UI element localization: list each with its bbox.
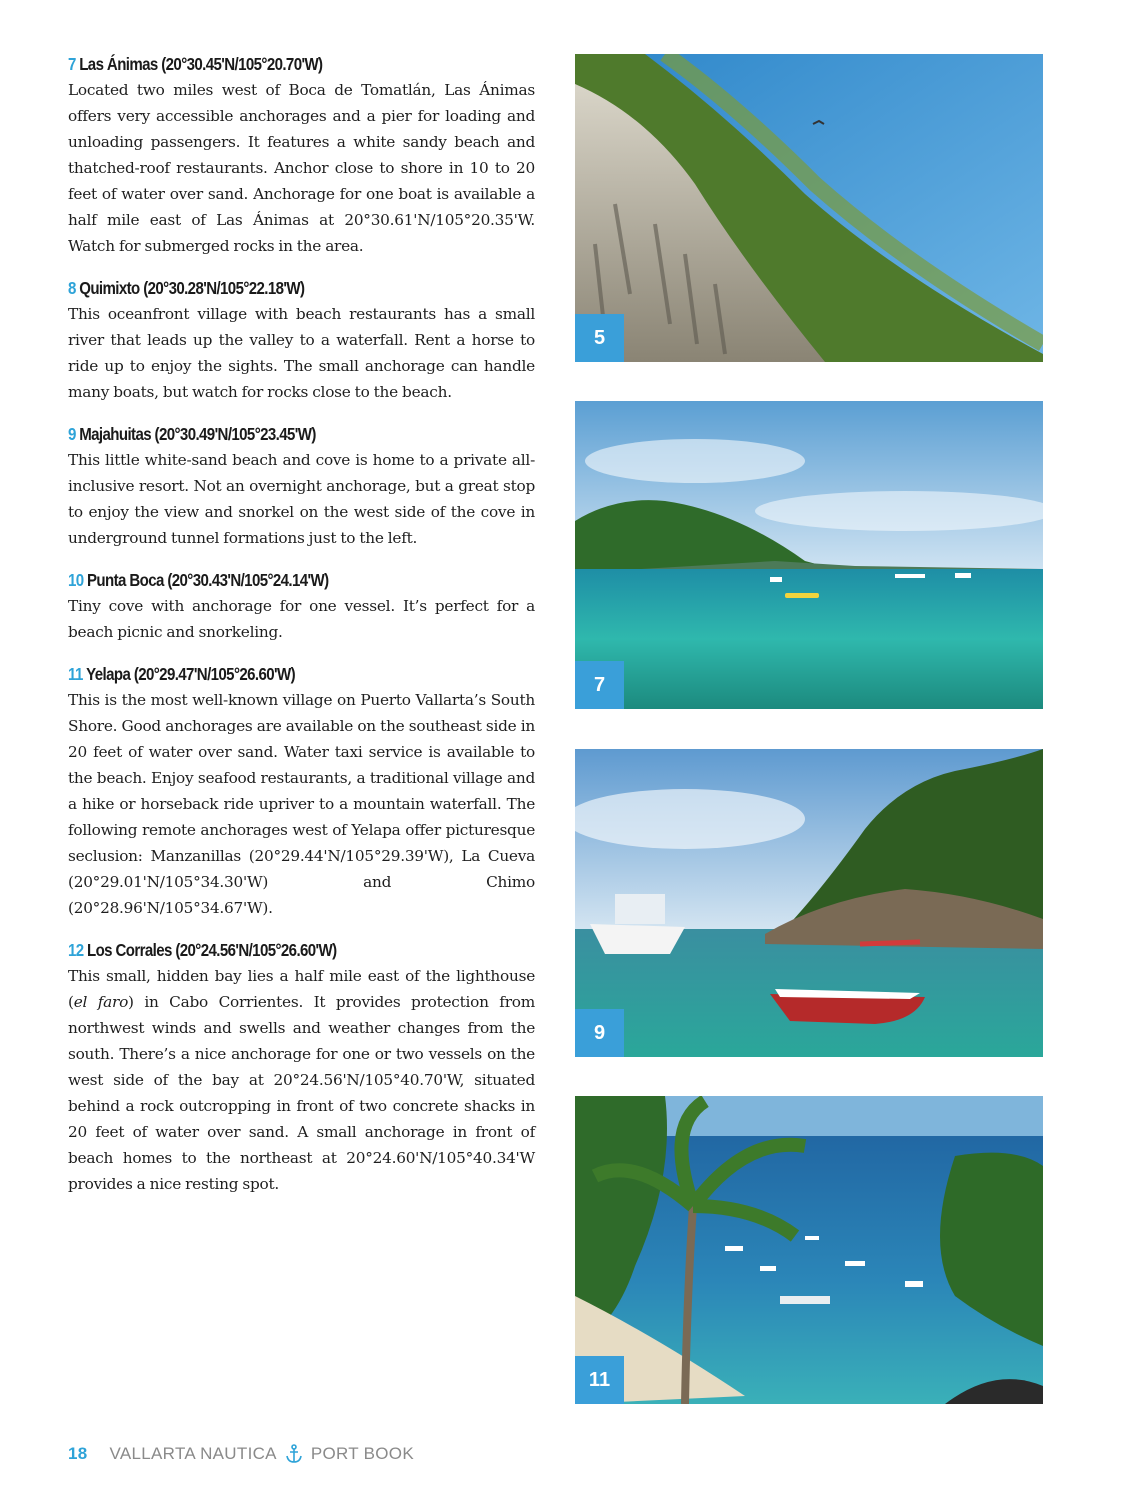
publication-section: PORT BOOK bbox=[310, 1444, 414, 1463]
entry-heading bbox=[68, 52, 470, 77]
entry-body-italic: el faro bbox=[73, 993, 129, 1011]
entry-body: This is the most well-known village on Puerto Vallarta’s South Shore. Good anchorages are available on the southeast side in 20 feet of water over sand. Water taxi service is available to the beach. Enjoy seafood restaurants, a traditional village and a hike or horseback ride upriver to a mountain waterfall. The following remote anchorages west of Yelapa offer picturesque seclusion: Manzanillas (20°29.44'N/105°29.39'W), La Cueva (20°29.01'N/105°34.30'W) and Chimo (20°28.96'N/105°34.67'W). bbox=[68, 691, 535, 917]
page-footer bbox=[68, 1441, 414, 1467]
entry-number: 11 bbox=[68, 664, 83, 684]
entry-number: 7 bbox=[68, 54, 76, 74]
entry-las-animas bbox=[68, 52, 535, 259]
entry-number: 8 bbox=[68, 278, 76, 298]
entry-heading bbox=[68, 662, 470, 687]
entry-heading bbox=[68, 938, 470, 963]
entry-title: Yelapa (20°29.47'N/105°26.60'W) bbox=[86, 664, 296, 684]
photo-number-badge: 9 bbox=[575, 1009, 624, 1057]
entry-title: Las Ánimas (20°30.45'N/105°20.70'W) bbox=[79, 54, 323, 74]
entry-body-text: This small, hidden bay lies a half mile east of the lighthouse ( bbox=[68, 967, 535, 1011]
entry-title: Majahuitas (20°30.49'N/105°23.45'W) bbox=[79, 424, 316, 444]
cliff-image bbox=[575, 54, 1043, 362]
boats-image bbox=[575, 749, 1043, 1057]
photo-number-badge: 11 bbox=[575, 1356, 624, 1404]
photo-cliff bbox=[575, 54, 1043, 362]
entry-body bbox=[68, 963, 535, 1197]
cove-image bbox=[575, 401, 1043, 709]
publication-name: VALLARTA NAUTICA bbox=[109, 1444, 277, 1463]
entry-heading bbox=[68, 276, 470, 301]
entry-body: This oceanfront village with beach restaurants has a small river that leads up the valley to a waterfall. Rent a horse to ride up to enjoy the sights. The small anchorage can handle many boats, but watch for rocks close to the beach. bbox=[68, 305, 535, 401]
entry-los-corrales bbox=[68, 938, 535, 1197]
photo-number-badge: 5 bbox=[575, 314, 624, 362]
text-column bbox=[68, 52, 535, 1214]
entry-punta-boca bbox=[68, 568, 535, 645]
page-number: 18 bbox=[68, 1444, 88, 1463]
anchor-icon bbox=[285, 1444, 303, 1464]
bay-image bbox=[575, 1096, 1043, 1404]
entry-quimixto bbox=[68, 276, 535, 405]
entry-number: 12 bbox=[68, 940, 84, 960]
entry-body: Tiny cove with anchorage for one vessel. It’s perfect for a beach picnic and snorkeling. bbox=[68, 597, 535, 641]
photo-number-badge: 7 bbox=[575, 661, 624, 709]
entry-heading bbox=[68, 422, 470, 447]
entry-body-text: ) in Cabo Corrientes. It provides protection from northwest winds and swells and weather changes from the south. There’s a nice anchorage for one or two vessels on the west side of the bay at 20°24.56'N/105°40.70'W, situated behind a rock outcropping in front of two concrete shacks in 20 feet of water over sand. A small anchorage in front of beach homes to the northeast at 20°24.60'N/105°40.34'W provides a nice resting spot. bbox=[68, 993, 535, 1193]
photo-boats bbox=[575, 749, 1043, 1057]
photo-cove bbox=[575, 401, 1043, 709]
entry-title: Punta Boca (20°30.43'N/105°24.14'W) bbox=[86, 570, 329, 590]
entry-number: 10 bbox=[68, 570, 84, 590]
entry-title: Quimixto (20°30.28'N/105°22.18'W) bbox=[79, 278, 305, 298]
photo-bay bbox=[575, 1096, 1043, 1404]
entry-yelapa bbox=[68, 662, 535, 921]
entry-title: Los Corrales (20°24.56'N/105°26.60'W) bbox=[86, 940, 337, 960]
entry-heading bbox=[68, 568, 470, 593]
entry-body: This little white-sand beach and cove is home to a private all-inclusive resort. Not an overnight anchorage, but a great stop to enjoy the view and snorkel on the west side of the cove in underground tunnel formations just to the left. bbox=[68, 451, 535, 547]
entry-majahuitas bbox=[68, 422, 535, 551]
entry-number: 9 bbox=[68, 424, 76, 444]
entry-body: Located two miles west of Boca de Tomatlán, Las Ánimas offers very accessible anchorages and a pier for loading and unloading passengers. It features a white sandy beach and thatched-roof restaurants. Anchor close to shore in 10 to 20 feet of water over sand. Anchorage for one boat is available a half mile east of Las Ánimas at 20°30.61'N/105°20.35'W. Watch for submerged rocks in the area. bbox=[68, 81, 535, 255]
